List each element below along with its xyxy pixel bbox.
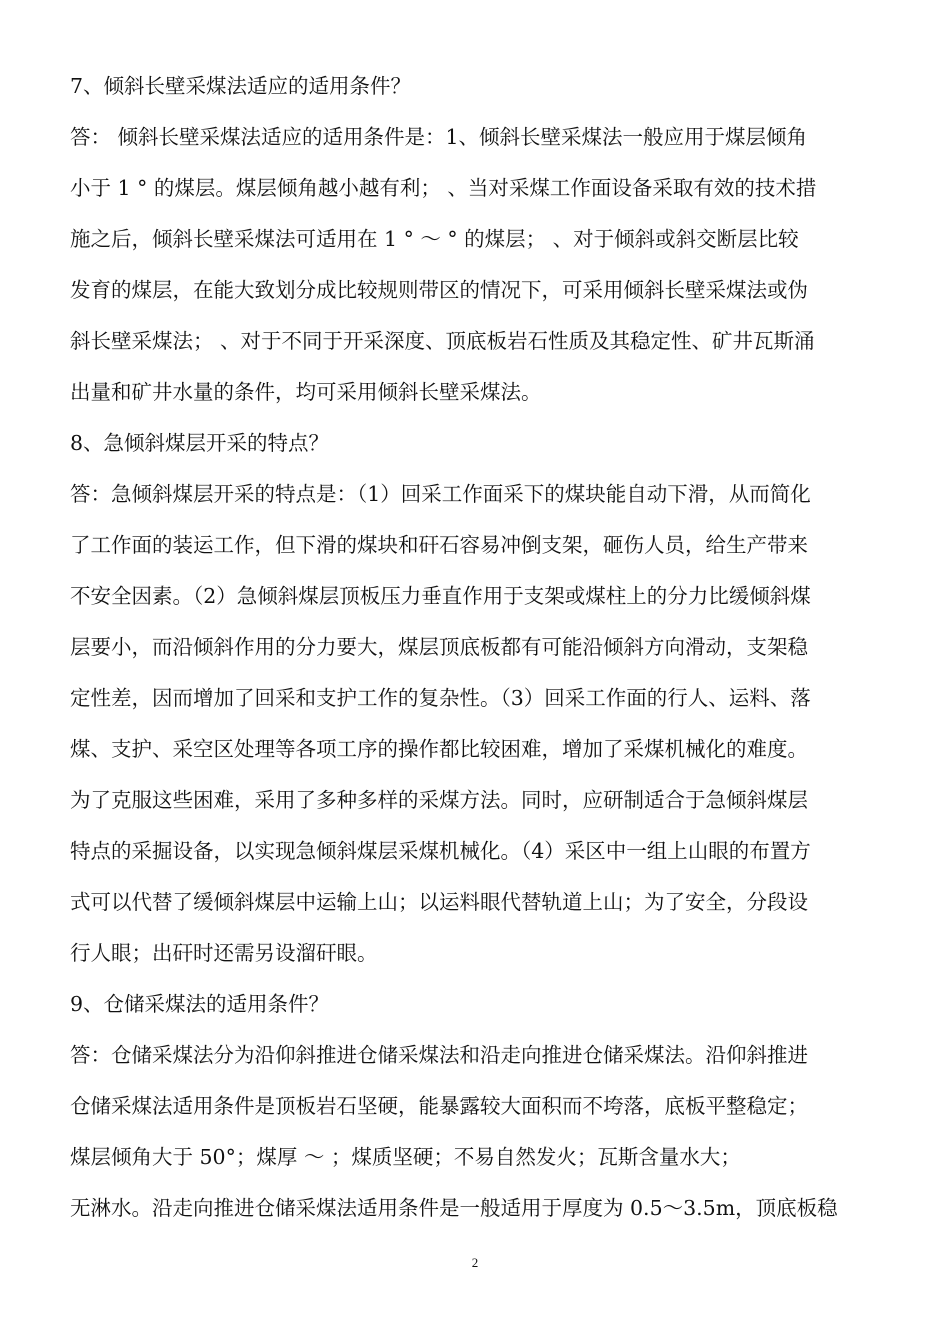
answer-q7-line-3: 施之后，倾斜长壁采煤法可适用在 1 ° ～ ° 的煤层； 、对于倾斜或斜交断层比较 [70, 227, 799, 251]
answer-q7-line-1: 答： 倾斜长壁采煤法适应的适用条件是：1、倾斜长壁采煤法一般应用于煤层倾角 [70, 125, 808, 149]
page-number: 2 [471, 1255, 479, 1270]
answer-q8-line-2: 了工作面的装运工作，但下滑的煤块和矸石容易冲倒支架，砸伤人员，给生产带来 [70, 533, 808, 557]
answer-q8-line-4: 层要小，而沿倾斜作用的分力要大，煤层顶底板都有可能沿倾斜方向滑动，支架稳 [70, 635, 808, 659]
answer-q8-line-5: 定性差，因而增加了回采和支护工作的复杂性。（3）回采工作面的行人、运料、落 [70, 686, 811, 710]
answer-q7-line-2: 小于 1 ° 的煤层。煤层倾角越小越有利； 、当对采煤工作面设备采取有效的技术措 [70, 176, 817, 200]
answer-q7-line-6: 出量和矿井水量的条件，均可采用倾斜长壁采煤法。 [70, 380, 542, 404]
answer-q9-line-3: 煤层倾角大于 50°；煤厚 ～ ；煤质坚硬；不易自然发火；瓦斯含量水大； [70, 1145, 741, 1169]
answer-q8-line-7: 为了克服这些困难，采用了多种多样的采煤方法。同时，应研制适合于急倾斜煤层 [70, 788, 808, 812]
answer-q9-line-1: 答：仓储采煤法分为沿仰斜推进仓储采煤法和沿走向推进仓储采煤法。沿仰斜推进 [70, 1043, 808, 1067]
answer-q8-line-3: 不安全因素。（2）急倾斜煤层顶板压力垂直作用于支架或煤柱上的分力比缓倾斜煤 [70, 584, 811, 608]
answer-q8-line-1: 答：急倾斜煤层开采的特点是：（1）回采工作面采下的煤块能自动下滑，从而简化 [70, 482, 811, 506]
heading-q8: 8、急倾斜煤层开采的特点？ [70, 431, 330, 455]
answer-q9-line-2: 仓储采煤法适用条件是顶板岩石坚硬，能暴露较大面积而不垮落，底板平整稳定； [70, 1094, 808, 1118]
answer-q7-line-4: 发育的煤层，在能大致划分成比较规则带区的情况下，可采用倾斜长壁采煤法或伪 [70, 278, 808, 302]
answer-q8-line-10: 行人眼；出矸时还需另设溜矸眼。 [70, 941, 378, 965]
heading-q9: 9、仓储采煤法的适用条件？ [70, 992, 330, 1016]
answer-q8-line-9: 式可以代替了缓倾斜煤层中运输上山；以运料眼代替轨道上山；为了安全，分段设 [70, 890, 808, 914]
answer-q8-line-8: 特点的采掘设备，以实现急倾斜煤层采煤机械化。（4）采区中一组上山眼的布置方 [70, 839, 811, 863]
heading-q7: 7、倾斜长壁采煤法适应的适用条件？ [70, 74, 412, 98]
answer-q8-line-6: 煤、支护、采空区处理等各项工序的操作都比较困难，增加了采煤机械化的难度。 [70, 737, 808, 761]
answer-q9-line-4: 无淋水。沿走向推进仓储采煤法适用条件是一般适用于厚度为 0.5～3.5m，顶底板稳 [70, 1196, 838, 1220]
answer-q7-line-5: 斜长壁采煤法； 、对于不同于开采深度、顶底板岩石性质及其稳定性、矿井瓦斯涌 [70, 329, 815, 353]
